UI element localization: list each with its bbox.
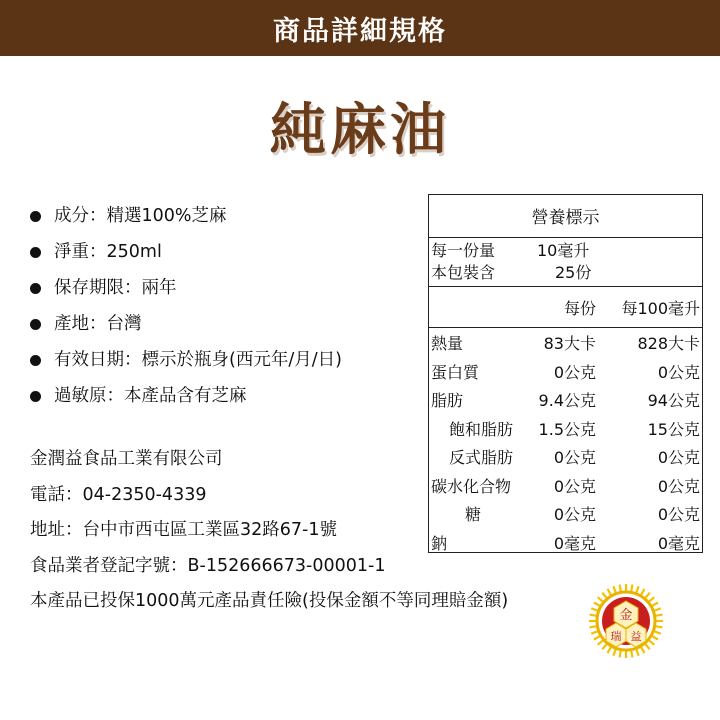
nutrient-name: 鈉 xyxy=(431,533,448,553)
spec-text: 成分：精選100%芝麻 xyxy=(54,206,227,226)
logo-ray xyxy=(645,644,649,649)
nutrient-per-100ml: 0公克 xyxy=(657,448,700,467)
logo-ray xyxy=(649,597,654,601)
insurance-note: 本產品已投保1000萬元產品責任險(投保金額不等同理賠金額) xyxy=(30,591,509,611)
logo-ray xyxy=(636,586,638,593)
logo-ray xyxy=(654,631,661,633)
company-registration: 食品業者登記字號：B-152666673-00001-1 xyxy=(30,555,386,576)
company-address: 地址：台中市西屯區工業區32路67-1號 xyxy=(30,520,337,540)
company-name: 金潤益食品工業有限公司 xyxy=(30,449,223,469)
nutrient-row xyxy=(429,444,702,473)
logo-ray xyxy=(602,593,606,598)
nutrient-row xyxy=(429,530,702,559)
spec-text: 有效日期：標示於瓶身(西元年/月/日) xyxy=(54,350,342,370)
nutrient-per-100ml: 0公克 xyxy=(657,476,700,496)
nutrient-per-serving: 0公克 xyxy=(553,362,596,382)
spec-item xyxy=(30,198,342,234)
bullet-icon xyxy=(30,391,41,402)
servings-value: 25份 xyxy=(555,263,592,282)
nutrient-name: 飽和脂肪 xyxy=(449,419,514,439)
nutrient-per-100ml: 94公克 xyxy=(647,391,700,410)
product-title: 純麻油 xyxy=(270,98,450,163)
bullet-icon xyxy=(30,355,41,366)
logo-ray xyxy=(613,649,615,656)
nutrient-per-100ml: 0公克 xyxy=(657,362,700,382)
nutrient-per-serving: 1.5公克 xyxy=(538,419,596,439)
logo-ray xyxy=(631,585,632,592)
nutrient-row xyxy=(429,359,702,388)
logo-ray xyxy=(620,651,621,658)
col-per-100ml: 每100毫升 xyxy=(621,299,700,318)
logo-ray xyxy=(656,626,663,627)
logo-ray xyxy=(631,651,632,658)
spec-item xyxy=(30,270,342,306)
logo-ray xyxy=(598,640,603,644)
nutrient-per-100ml: 15公克 xyxy=(647,419,700,439)
bullet-icon xyxy=(30,211,41,222)
bullet-icon xyxy=(30,247,41,258)
logo-ray xyxy=(641,647,645,653)
nutrient-row xyxy=(429,501,702,530)
nutrient-row xyxy=(429,387,702,416)
serving-label: 每一份量 xyxy=(431,241,496,260)
nutrient-rows xyxy=(429,328,702,558)
nutrient-row xyxy=(429,473,702,502)
bullet-icon xyxy=(30,319,41,330)
nutrient-name: 脂肪 xyxy=(431,391,464,410)
nutrient-name: 糖 xyxy=(465,505,482,524)
col-per-serving: 每份 xyxy=(563,299,596,318)
logo-ray xyxy=(649,640,654,644)
spec-text: 產地：台灣 xyxy=(54,314,142,334)
logo-ray xyxy=(620,585,621,592)
nutrient-name: 碳水化合物 xyxy=(431,476,512,496)
spec-item xyxy=(30,342,342,378)
logo-char: 瑞 xyxy=(610,630,622,643)
logo-ray xyxy=(602,644,606,649)
logo-ray xyxy=(641,589,645,595)
spec-text: 淨重：250ml xyxy=(54,242,162,262)
nutrient-per-100ml: 0毫克 xyxy=(657,533,700,553)
nutrient-per-serving: 0公克 xyxy=(553,476,596,496)
logo-ray xyxy=(645,593,649,598)
spec-item xyxy=(30,306,342,342)
bullet-icon xyxy=(30,283,41,294)
nutrient-per-serving: 83大卡 xyxy=(543,334,596,353)
spec-item xyxy=(30,378,342,414)
servings-row xyxy=(429,262,702,284)
nutrient-per-serving: 0公克 xyxy=(553,505,596,524)
logo-ray xyxy=(652,636,658,640)
nutrient-per-100ml: 828大卡 xyxy=(637,334,700,353)
nutrient-name: 蛋白質 xyxy=(431,362,480,382)
nutrient-per-100ml: 0公克 xyxy=(657,505,700,524)
nutrient-per-serving: 9.4公克 xyxy=(538,391,596,410)
logo-ray xyxy=(591,608,598,610)
logo-ray xyxy=(654,608,661,610)
nutrition-table xyxy=(428,194,703,553)
nutrient-name: 熱量 xyxy=(431,334,464,353)
spec-item xyxy=(30,234,342,270)
logo-ray xyxy=(613,586,615,593)
logo-ray xyxy=(608,647,612,653)
logo-ray xyxy=(594,603,600,607)
company-phone: 電話：04-2350-4339 xyxy=(30,484,207,505)
nutrient-row xyxy=(429,416,702,445)
logo-ray xyxy=(598,597,603,601)
spec-text: 保存期限：兩年 xyxy=(54,278,177,298)
logo-ray xyxy=(636,649,638,656)
nutrient-name: 反式脂肪 xyxy=(449,448,514,467)
serving-info xyxy=(429,238,702,287)
serving-value: 10毫升 xyxy=(537,241,590,260)
header-bar xyxy=(0,0,720,56)
nutrient-per-serving: 0毫克 xyxy=(553,533,596,553)
spec-list xyxy=(30,198,342,414)
logo-ray xyxy=(590,626,597,627)
nutrient-row xyxy=(429,330,702,359)
nutrition-title: 營養標示 xyxy=(429,195,702,238)
logo-char: 金 xyxy=(619,608,633,623)
serving-row xyxy=(429,240,702,262)
logo-char: 益 xyxy=(630,630,642,643)
brand-logo-icon xyxy=(588,583,664,659)
logo-ray xyxy=(591,631,598,633)
column-header xyxy=(429,287,702,328)
logo-ray xyxy=(652,603,658,607)
servings-label: 本包裝含 xyxy=(431,263,496,282)
logo-ray xyxy=(590,615,597,616)
nutrient-per-serving: 0公克 xyxy=(553,448,596,467)
logo-ray xyxy=(656,615,663,616)
spec-text: 過敏原：本產品含有芝麻 xyxy=(54,386,247,406)
logo-ray xyxy=(594,636,600,640)
logo-ray xyxy=(608,589,612,595)
header-title: 商品詳細規格 xyxy=(273,15,447,47)
